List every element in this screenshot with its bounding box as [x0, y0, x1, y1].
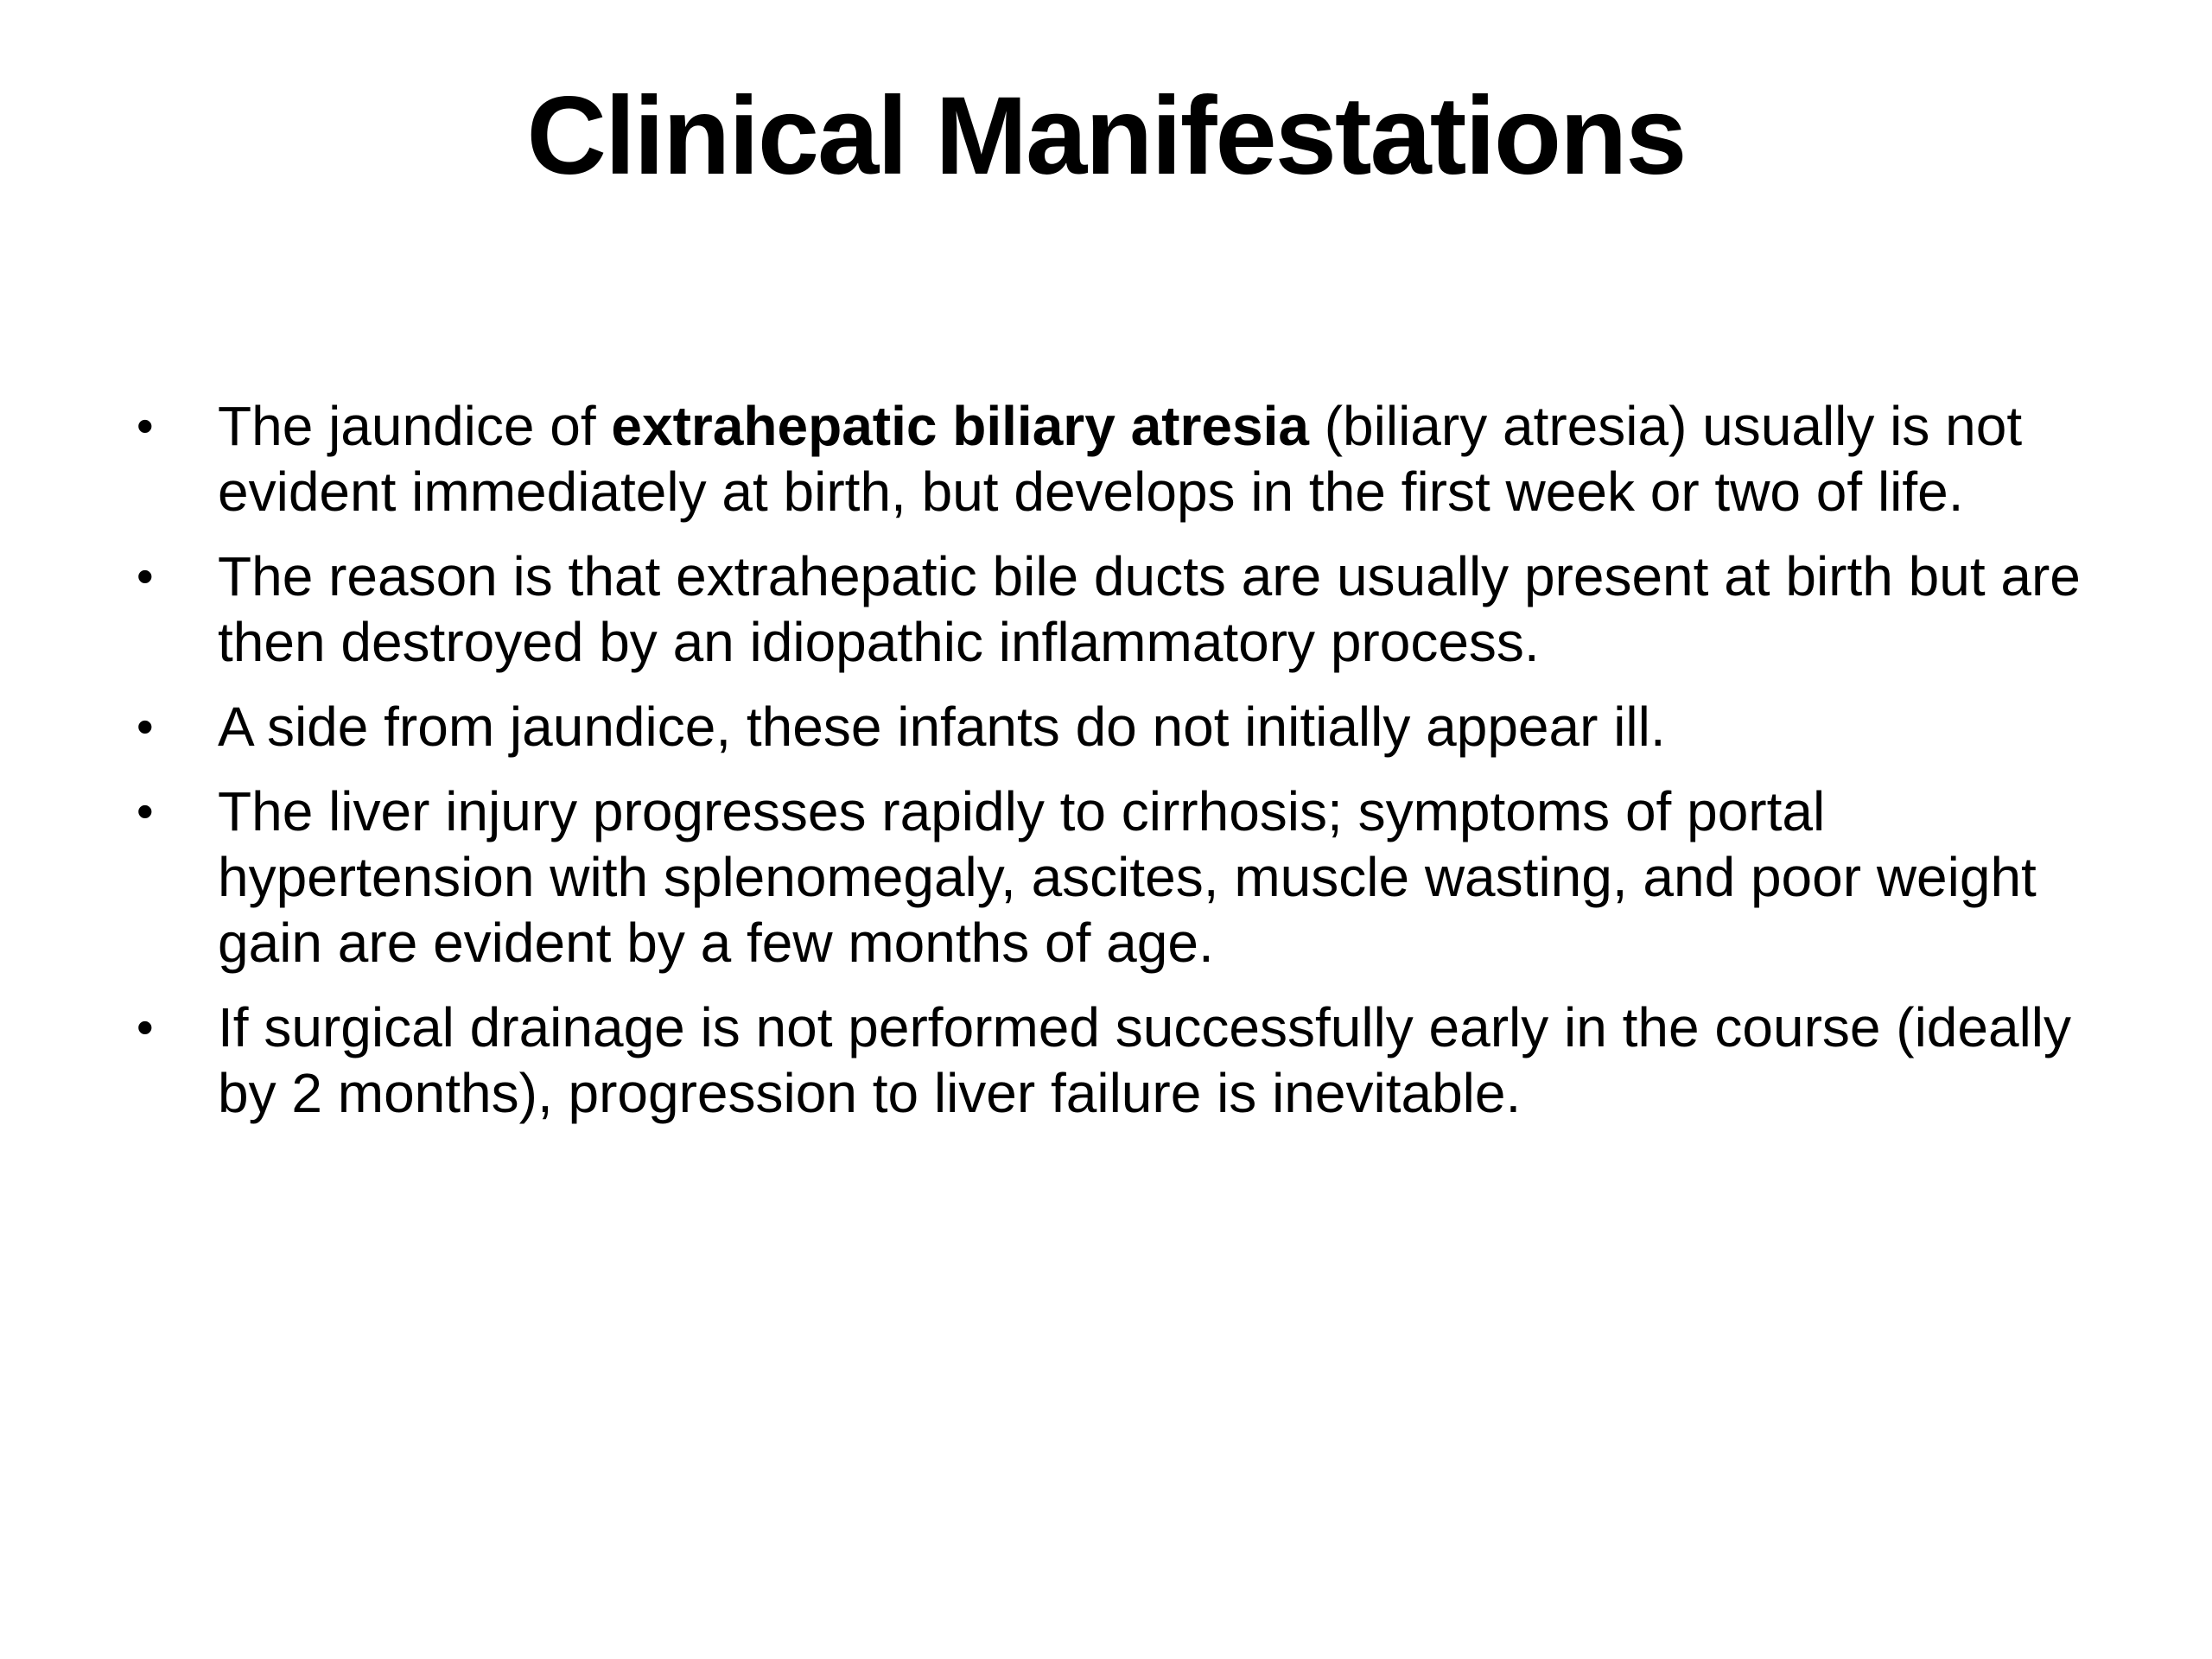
bullet-text-bold: extrahepatic biliary atresia: [611, 395, 1309, 457]
bullet-dot-icon: •: [137, 549, 154, 603]
bullet-item-1: [130, 393, 2117, 524]
slide-title: Clinical Manifestations: [526, 74, 1686, 198]
bullet-text: The liver injury progresses rapidly to cirrhosis; symptoms of portal hypertension with splenomegaly, ascites, muscle wasting, and poor weight gain are evident by a few months of age.: [218, 780, 2037, 974]
bullet-item-2: [130, 543, 2117, 675]
bullet-dot-icon: •: [137, 784, 154, 838]
bullet-item-4: [130, 779, 2117, 976]
bullet-text: A side from jaundice, these infants do not initially appear ill.: [218, 696, 1666, 758]
bullet-list: [130, 393, 2117, 1145]
bullet-text-post: (biliary atresia) usually is not evident immediately at birth, but develops in the first week or two of life.: [218, 395, 2023, 523]
bullet-dot-icon: •: [137, 398, 154, 453]
bullet-text: If surgical drainage is not performed successfully early in the course (ideally by 2 months), progression to liver failure is inevitable.: [218, 996, 2071, 1124]
bullet-text-pre: The jaundice of: [218, 395, 612, 457]
bullet-item-5: [130, 995, 2117, 1126]
bullet-dot-icon: •: [137, 699, 154, 753]
bullet-item-3: [130, 694, 2117, 760]
bullet-dot-icon: •: [137, 1000, 154, 1054]
bullet-text: The reason is that extrahepatic bile ducts are usually present at birth but are then destroyed by an idiopathic inflammatory process.: [218, 545, 2081, 673]
